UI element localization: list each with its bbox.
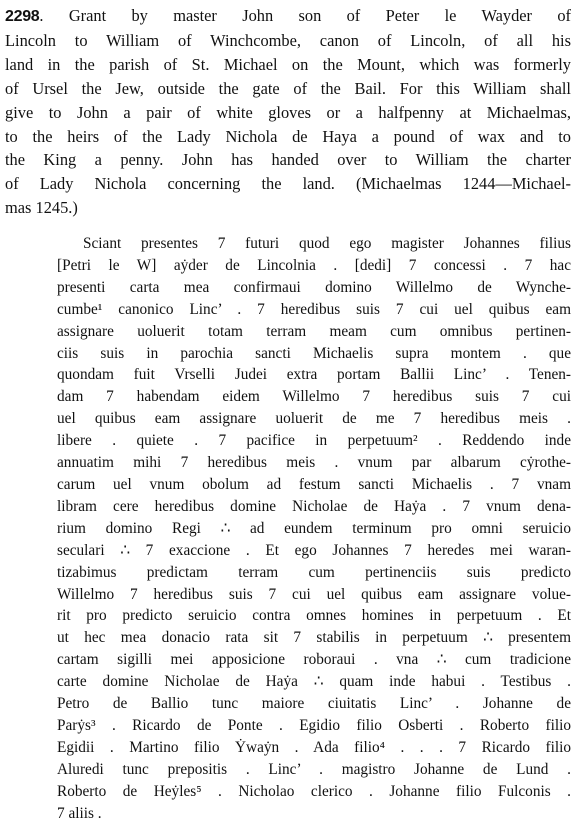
summary-line: give to John a pair of white gloves or a halfpenny at Michaelmas, <box>5 102 571 122</box>
charter-line: quondam fuit Vrselli Judei extra portam Ballii Linc’ . Tenen- <box>57 366 571 384</box>
entry-number: 2298 <box>5 8 40 25</box>
charter-line: Roberto de Heẏles⁵ . Nicholao clerico . Johanne filio Fulconis . <box>57 782 571 800</box>
charter-line: ut hec mea donacio rata sit 7 stabilis in perpetuum ∴ presentem <box>57 629 571 647</box>
charter-line: Parẏs³ . Ricardo de Ponte . Egidio filio Osberti . Roberto filio <box>57 716 571 734</box>
charter-line: presenti carta mea confirmaui domino Willelmo de Wynche- <box>57 278 571 296</box>
charter-line: [Petri le W] aẏder de Lincolnia . [dedi] 7 concessi . 7 hac <box>57 256 571 274</box>
charter-line: Sciant presentes 7 futuri quod ego magister Johannes filius <box>83 235 571 252</box>
charter-line: cumbe¹ canonico Linc’ . 7 heredibus suis 7 cui uel quibus eam <box>57 300 571 318</box>
charter-line: Egidii . Martino filio Ẏwaẏn . Ada filio⁴ . . . 7 Ricardo filio <box>57 738 571 756</box>
summary-line: to the heirs of the Lady Nichola de Haya a pound of wax and to <box>5 126 571 146</box>
charter-line: libere . quiete . 7 pacifice in perpetuum² . Reddendo inde <box>57 432 571 450</box>
summary-line <box>5 4 571 29</box>
charter-line: tizabimus predictam terram cum pertinenciis suis predicto <box>57 563 571 581</box>
charter-line: carte domine Nicholae de Haẏa ∴ quam inde habui . Testibus . <box>57 673 571 691</box>
charter-line: dam 7 habendam eidem Willelmo 7 heredibus suis 7 cui <box>57 388 571 406</box>
charter-line: Petro de Ballio tunc maiore ciuitatis Linc’ . Johanne de <box>57 695 571 713</box>
summary-line: Lincoln to William of Winchcombe, canon of Lincoln, of all his <box>5 30 571 50</box>
charter-line: Aluredi tunc prepositis . Linc’ . magistro Johanne de Lund . <box>57 760 571 778</box>
charter-line: libram cere heredibus domine Nicholae de Haẏa . 7 vnum dena- <box>57 497 571 515</box>
summary-line: mas 1245.) <box>5 198 78 218</box>
charter-line: seculari ∴ 7 exaccione . Et ego Johannes 7 heredes mei waran- <box>57 541 571 559</box>
summary-line: of Lady Nichola concerning the land. (Michaelmas 1244—Michael- <box>5 174 571 194</box>
entry-summary <box>5 4 571 220</box>
charter-line: ciis suis in parochia sancti Michaelis supra montem . que <box>57 344 571 362</box>
charter-line: annuatim mihi 7 heredibus meis . vnum par albarum cẏrothe- <box>57 454 571 472</box>
charter-text <box>57 233 571 824</box>
charter-line: uel quibus eam assignare uoluerit de me 7 heredibus meis . <box>57 410 571 428</box>
summary-line-text: . Grant by master John son of Peter le Wayder of <box>39 6 571 25</box>
summary-line: the King a penny. John has handed over to William the charter <box>5 150 571 170</box>
charter-line: rit pro predicto seruicio contra omnes homines in perpetuum . Et <box>57 607 571 625</box>
charter-line: assignare uoluerit totam terram meam cum omnibus pertinen- <box>57 322 571 340</box>
summary-line: land in the parish of St. Michael on the Mount, which was formerly <box>5 54 571 74</box>
charter-line: 7 aliis . <box>57 804 102 822</box>
charter-line: Willelmo 7 heredibus suis 7 cui uel quibus eam assignare volue- <box>57 585 571 603</box>
charter-line: carum uel vnum obolum ad festum sancti Michaelis . 7 vnam <box>57 475 571 493</box>
summary-line: of Ursel the Jew, outside the gate of the Bail. For this William shall <box>5 78 571 98</box>
charter-line: rium domino Regi ∴ ad eundem terminum pro omni seruicio <box>57 519 571 537</box>
charter-line: cartam sigilli mei apposicione roboraui . vna ∴ cum tradicione <box>57 651 571 669</box>
